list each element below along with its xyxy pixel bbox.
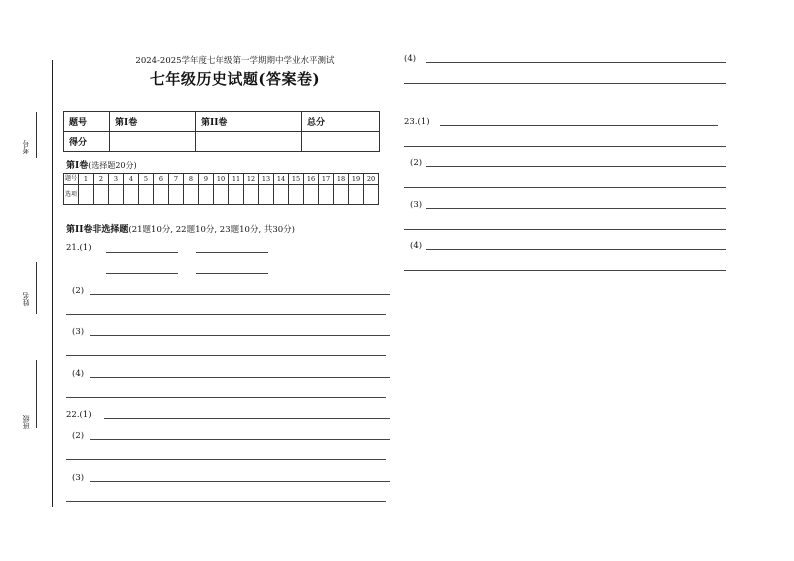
- answer-line[interactable]: [440, 125, 718, 126]
- grid-answer-cell[interactable]: [259, 185, 274, 205]
- grid-question-number: 7: [169, 174, 184, 185]
- grid-question-number: 2: [94, 174, 109, 185]
- grid-answer-cell[interactable]: [94, 185, 109, 205]
- answer-grid: [63, 173, 379, 205]
- name-label: 姓名: [22, 292, 30, 306]
- answer-line[interactable]: [90, 377, 390, 378]
- answer-line[interactable]: [90, 439, 390, 440]
- grid-question-number: 9: [199, 174, 214, 185]
- answer-line[interactable]: [404, 229, 726, 230]
- grid-question-number: 16: [304, 174, 319, 185]
- score-header-cell: 第Ⅰ卷: [110, 112, 196, 132]
- answer-line[interactable]: [66, 397, 386, 398]
- q23-4-label: (4): [410, 241, 423, 251]
- section1-title-text: 第Ⅰ卷: [66, 161, 89, 171]
- q22-3-label: (3): [72, 473, 85, 483]
- answer-line[interactable]: [404, 270, 726, 271]
- grid-answer-cell[interactable]: [319, 185, 334, 205]
- grid-question-number: 1: [79, 174, 94, 185]
- name-field[interactable]: [36, 262, 37, 314]
- answer-line[interactable]: [90, 481, 390, 482]
- grid-answer-cell[interactable]: [364, 185, 379, 205]
- answer-line[interactable]: [196, 273, 268, 274]
- grid-question-number: 5: [139, 174, 154, 185]
- grid-answer-cell[interactable]: [154, 185, 169, 205]
- answer-line[interactable]: [426, 249, 726, 250]
- grid-question-number: 18: [334, 174, 349, 185]
- section1-title: [66, 158, 137, 171]
- answer-line[interactable]: [426, 62, 726, 63]
- q22-1-label: 22.(1): [66, 410, 92, 420]
- section1-subtitle: (选择题20分): [88, 161, 137, 170]
- answer-line[interactable]: [196, 252, 268, 253]
- exam-title: 2024-2025学年度七年级第一学期期中学业水平测试: [135, 56, 335, 66]
- grid-header-option: 选项: [64, 185, 79, 205]
- score-cell[interactable]: [302, 132, 380, 152]
- grid-question-number: 3: [109, 174, 124, 185]
- q21-3-label: (3): [72, 327, 85, 337]
- grid-answer-cell[interactable]: [169, 185, 184, 205]
- grid-answer-cell[interactable]: [79, 185, 94, 205]
- score-header-cell: 总分: [302, 112, 380, 132]
- grid-answer-cell[interactable]: [289, 185, 304, 205]
- answer-line[interactable]: [106, 273, 178, 274]
- score-row-label: 得分: [64, 132, 110, 152]
- q23-3-label: (3): [410, 200, 423, 210]
- answer-line[interactable]: [66, 459, 386, 460]
- q23-1-label: 23.(1): [404, 117, 430, 127]
- score-table: [63, 111, 380, 152]
- grid-answer-cell[interactable]: [304, 185, 319, 205]
- q21-2-label: (2): [72, 286, 85, 296]
- grid-question-number: 6: [154, 174, 169, 185]
- grid-question-number: 12: [244, 174, 259, 185]
- answer-line[interactable]: [106, 252, 178, 253]
- grid-question-number: 10: [214, 174, 229, 185]
- grid-answer-cell[interactable]: [244, 185, 259, 205]
- answer-line[interactable]: [66, 314, 386, 315]
- grid-question-number: 20: [364, 174, 379, 185]
- grid-question-number: 11: [229, 174, 244, 185]
- q21-1-label: 21.(1): [66, 243, 92, 253]
- grid-question-number: 15: [289, 174, 304, 185]
- grid-header-question: 题号: [64, 174, 79, 185]
- answer-line[interactable]: [66, 501, 386, 502]
- grid-answer-cell[interactable]: [349, 185, 364, 205]
- class-field[interactable]: [36, 360, 37, 428]
- grid-answer-cell[interactable]: [124, 185, 139, 205]
- grid-question-number: 13: [259, 174, 274, 185]
- answer-line[interactable]: [90, 294, 390, 295]
- score-header-cell: 题号: [64, 112, 110, 132]
- answer-line[interactable]: [404, 83, 726, 84]
- section2-subtitle: (21题10分, 22题10分, 23题10分, 共30分): [128, 225, 295, 235]
- score-cell[interactable]: [110, 132, 196, 152]
- binding-line: [52, 60, 53, 507]
- grid-answer-cell[interactable]: [274, 185, 289, 205]
- answer-line[interactable]: [426, 166, 726, 167]
- grid-question-number: 17: [319, 174, 334, 185]
- q22-4-label: (4): [404, 54, 417, 64]
- grid-answer-cell[interactable]: [334, 185, 349, 205]
- answer-line[interactable]: [404, 146, 726, 147]
- grid-answer-cell[interactable]: [214, 185, 229, 205]
- exam-no-field[interactable]: [36, 112, 37, 158]
- answer-line[interactable]: [104, 418, 390, 419]
- grid-question-number: 14: [274, 174, 289, 185]
- score-cell[interactable]: [196, 132, 302, 152]
- grid-answer-cell[interactable]: [229, 185, 244, 205]
- q21-4-label: (4): [72, 369, 85, 379]
- class-label: 班级: [22, 415, 30, 429]
- score-header-cell: 第II卷: [196, 112, 302, 132]
- grid-answer-cell[interactable]: [199, 185, 214, 205]
- grid-question-number: 8: [184, 174, 199, 185]
- answer-line[interactable]: [404, 187, 726, 188]
- answer-line[interactable]: [90, 335, 390, 336]
- exam-no-label: 考号: [22, 140, 30, 154]
- q23-2-label: (2): [410, 158, 423, 168]
- grid-question-number: 4: [124, 174, 139, 185]
- page-title: 七年级历史试题(答案卷): [149, 70, 321, 88]
- q22-2-label: (2): [72, 431, 85, 441]
- grid-answer-cell[interactable]: [109, 185, 124, 205]
- answer-line[interactable]: [426, 208, 726, 209]
- grid-answer-cell[interactable]: [184, 185, 199, 205]
- section2-title: [66, 222, 295, 235]
- section2-title-text: 第II卷非选择题: [66, 225, 129, 235]
- grid-answer-cell[interactable]: [139, 185, 154, 205]
- grid-question-number: 19: [349, 174, 364, 185]
- answer-line[interactable]: [66, 355, 386, 356]
